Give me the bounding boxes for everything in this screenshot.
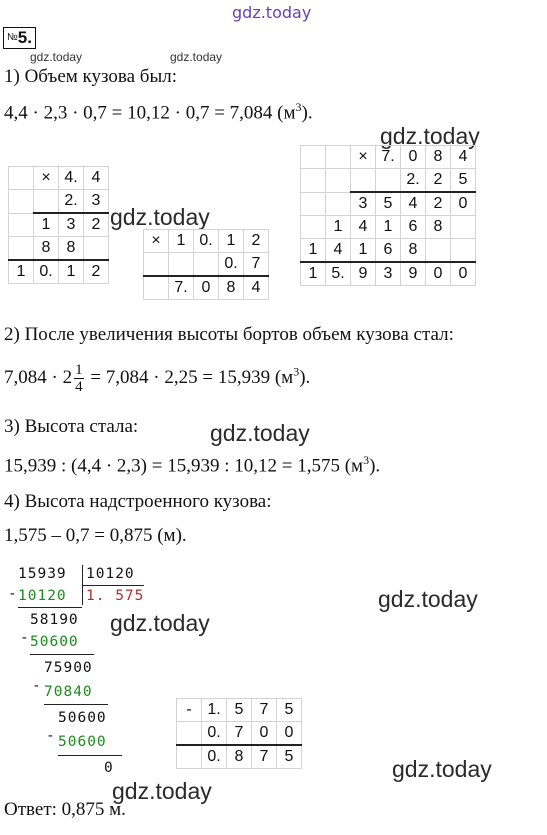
grid-cell xyxy=(326,169,351,193)
grid-cell: 2 xyxy=(426,192,451,216)
grid-cell: 5 xyxy=(376,192,401,216)
grid-cell: 0. xyxy=(202,745,227,769)
grid-cell: 4 xyxy=(244,276,269,300)
grid-cell: 8 xyxy=(426,216,451,239)
grid-cell: 3 xyxy=(84,190,109,214)
grid-cell xyxy=(9,167,34,190)
grid-cell: 0. xyxy=(194,230,219,253)
step2-formula: 7,084 · 2 $\frac{1}{4}$ = 7,084 · 2,25 = 15,939 $(м^3)$. xyxy=(4,362,311,395)
watermark: gdz.today xyxy=(112,778,212,804)
grid-cell xyxy=(426,239,451,263)
grid-cell: 2 xyxy=(84,260,109,284)
grid-cell xyxy=(301,169,326,193)
divisor: 10120 xyxy=(86,566,135,582)
watermark-top: gdz.today xyxy=(232,3,312,22)
grid-cell xyxy=(177,722,202,746)
grid-cell: 5 xyxy=(277,745,302,769)
grid-cell: 4 xyxy=(401,192,426,216)
grid-cell: 0 xyxy=(194,276,219,300)
grid-cell xyxy=(301,216,326,239)
grid-cell xyxy=(9,213,34,237)
grid-cell xyxy=(451,216,476,239)
division-step: 50600 xyxy=(58,710,107,726)
grid-cell xyxy=(301,146,326,169)
grid-cell xyxy=(9,237,34,261)
grid-cell: 8 xyxy=(34,237,59,261)
grid-cell: 1 xyxy=(326,216,351,239)
division-step: 10120 xyxy=(18,588,67,604)
minus-sign: - xyxy=(46,728,56,744)
grid-cell: 0. xyxy=(34,260,59,284)
division-step: 58190 xyxy=(30,612,79,628)
step2-title: 2) После увеличения высоты бортов объем кузова стал: xyxy=(4,324,454,345)
step1-formula: 4,4 · 2,3 · 0,7 = 10,12 · 0,7 = 7,084 $(м^3)$. xyxy=(4,100,313,124)
step4-title: 4) Высота надстроенного кузова: xyxy=(4,491,272,512)
grid-cell: 1 xyxy=(59,260,84,284)
grid-cell: 2. xyxy=(401,169,426,193)
grid-cell: 8 xyxy=(426,146,451,169)
grid-cell: 4 xyxy=(451,146,476,169)
multiplication-grid-c xyxy=(300,145,476,286)
grid-cell: 1 xyxy=(219,230,244,253)
division-step: 70840 xyxy=(44,684,93,700)
grid-cell: - xyxy=(177,699,202,722)
grid-cell: 0 xyxy=(401,146,426,169)
step1-title: 1) Объем кузова был: xyxy=(4,66,177,87)
division-remainder: 0 xyxy=(104,760,114,776)
grid-cell: 0. xyxy=(219,253,244,277)
grid-cell: 7. xyxy=(169,276,194,300)
watermark: gdz.today xyxy=(378,586,478,612)
grid-cell xyxy=(177,745,202,769)
step3-title: 3) Высота стала: xyxy=(4,416,139,437)
grid-cell: 1 xyxy=(34,213,59,237)
division-step: 50600 xyxy=(30,634,79,650)
grid-cell xyxy=(351,169,376,193)
watermark: gdz.today xyxy=(380,123,480,149)
grid-cell: 1. xyxy=(202,699,227,722)
grid-cell: 2. xyxy=(59,190,84,214)
watermark-small: gdz.today xyxy=(30,50,83,64)
grid-cell: 0 xyxy=(252,722,277,746)
grid-cell: × xyxy=(34,167,59,190)
grid-cell: 3 xyxy=(376,262,401,286)
grid-cell xyxy=(84,237,109,261)
minus-sign: - xyxy=(32,678,42,694)
grid-cell: 0 xyxy=(277,722,302,746)
watermark: gdz.today xyxy=(210,420,310,446)
grid-cell xyxy=(169,253,194,277)
grid-cell xyxy=(144,276,169,300)
grid-cell: × xyxy=(144,230,169,253)
grid-cell: 3 xyxy=(351,192,376,216)
quotient: 1. 575 xyxy=(86,588,145,604)
task-number: 5. xyxy=(17,28,32,47)
grid-cell xyxy=(144,253,169,277)
grid-cell: 2 xyxy=(84,213,109,237)
watermark-small: gdz.today xyxy=(170,50,223,64)
grid-cell: 4 xyxy=(351,216,376,239)
grid-cell: 1 xyxy=(301,239,326,263)
grid-cell: 4 xyxy=(84,167,109,190)
grid-cell: 7 xyxy=(244,253,269,277)
grid-cell: 0 xyxy=(426,262,451,286)
subtraction-grid xyxy=(176,698,302,769)
grid-cell: 1 xyxy=(351,239,376,263)
minus-sign: - xyxy=(20,630,30,646)
grid-cell: 6 xyxy=(401,216,426,239)
grid-cell: 2 xyxy=(244,230,269,253)
answer: Ответ: 0,875 м. xyxy=(4,799,126,820)
grid-cell xyxy=(376,169,401,193)
grid-cell: 5 xyxy=(227,699,252,722)
grid-cell: 7. xyxy=(376,146,401,169)
task-number-badge xyxy=(3,27,36,49)
grid-cell: 7 xyxy=(227,722,252,746)
step3-formula: 15,939 : (4,4 · 2,3) = 15,939 : 10,12 = 1,575 $(м^3)$. xyxy=(4,453,381,477)
grid-cell: × xyxy=(351,146,376,169)
grid-cell: 1 xyxy=(9,260,34,284)
watermark: gdz.today xyxy=(110,610,210,636)
grid-cell xyxy=(326,192,351,216)
minus-sign: - xyxy=(8,586,18,602)
step4-formula: 1,575 – 0,7 = 0,875 (м). xyxy=(4,525,187,546)
grid-cell xyxy=(194,253,219,277)
grid-cell: 8 xyxy=(401,239,426,263)
grid-cell: 0 xyxy=(451,192,476,216)
grid-cell: 5 xyxy=(451,169,476,193)
mixed-fraction: $\frac{1}{4}$ xyxy=(75,362,83,395)
grid-cell: 8 xyxy=(219,276,244,300)
grid-cell: 3 xyxy=(59,213,84,237)
grid-cell: 9 xyxy=(351,262,376,286)
grid-cell xyxy=(301,192,326,216)
grid-cell: 7 xyxy=(252,699,277,722)
grid-cell: 4. xyxy=(59,167,84,190)
division-step: 75900 xyxy=(44,660,93,676)
grid-cell: 7 xyxy=(252,745,277,769)
grid-cell: 9 xyxy=(401,262,426,286)
grid-cell: 1 xyxy=(169,230,194,253)
grid-cell xyxy=(34,190,59,214)
grid-cell: 8 xyxy=(59,237,84,261)
grid-cell xyxy=(451,239,476,263)
grid-cell: 1 xyxy=(376,216,401,239)
grid-cell: 6 xyxy=(376,239,401,263)
grid-cell: 2 xyxy=(426,169,451,193)
grid-cell: 5. xyxy=(326,262,351,286)
grid-cell: 0. xyxy=(202,722,227,746)
watermark: gdz.today xyxy=(110,204,210,230)
watermark: gdz.today xyxy=(392,756,492,782)
grid-cell: 0 xyxy=(451,262,476,286)
dividend: 15939 xyxy=(18,566,67,582)
grid-cell: 4 xyxy=(326,239,351,263)
grid-cell: 8 xyxy=(227,745,252,769)
multiplication-grid-b xyxy=(143,229,269,300)
grid-cell xyxy=(9,190,34,214)
multiplication-grid-a xyxy=(8,166,109,284)
grid-cell: 5 xyxy=(277,699,302,722)
number-sign: № xyxy=(7,32,18,43)
grid-cell: 1 xyxy=(301,262,326,286)
division-step: 50600 xyxy=(58,734,107,750)
grid-cell xyxy=(326,146,351,169)
